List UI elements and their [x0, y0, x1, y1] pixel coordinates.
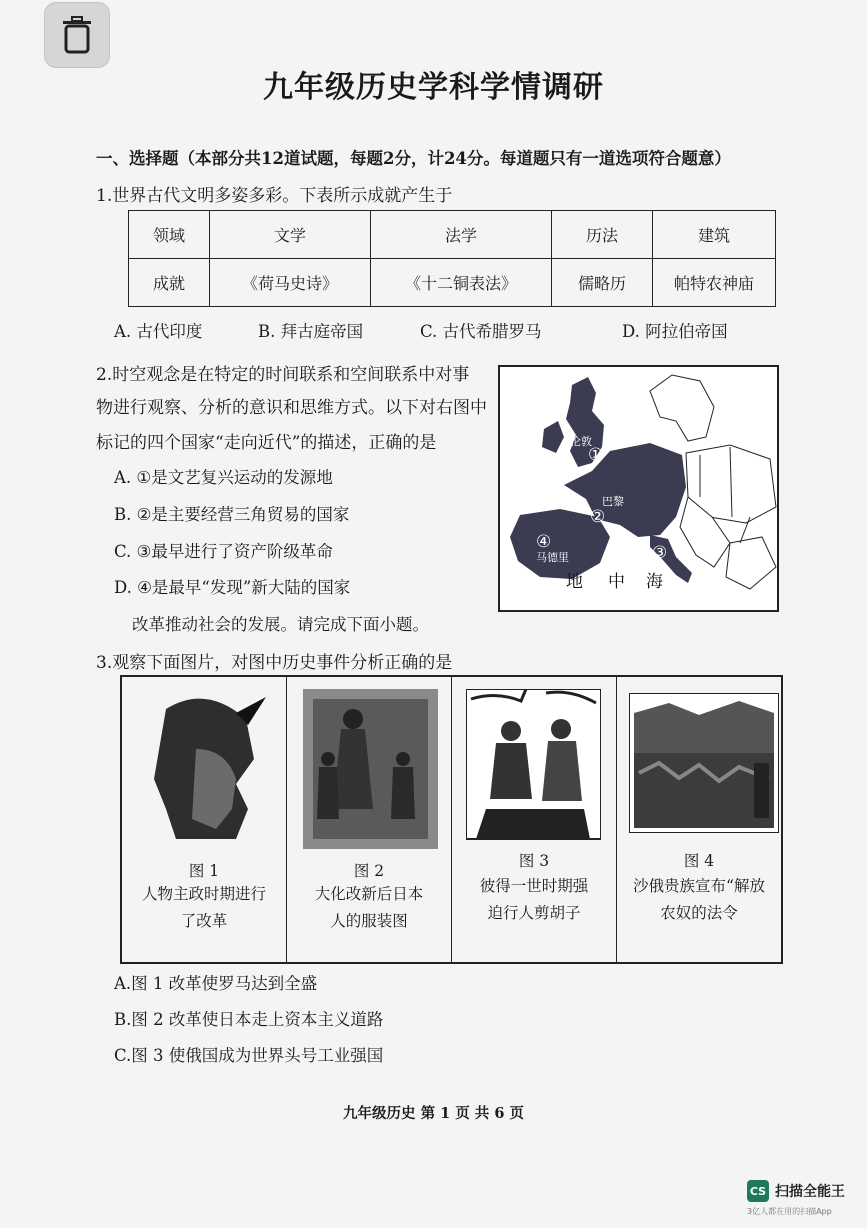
- table-cell: 历法: [552, 211, 653, 259]
- q2-option-c[interactable]: C. ③最早进行了资产阶级革命: [114, 542, 333, 561]
- picture-cell-3: [452, 677, 617, 962]
- picture-caption-line-1: 沙俄贵族宣布“解放: [633, 877, 765, 895]
- table-cell: 成就: [129, 259, 210, 307]
- picture-caption-line-2: 人的服装图: [330, 912, 408, 930]
- question-2-line-1: 2.时空观念是在特定的时间联系和空间联系中对事: [96, 365, 470, 385]
- map-mark-3: ③: [652, 543, 668, 563]
- map-mark-2: ②: [590, 507, 606, 527]
- question-1-stem: 1.世界古代文明多姿多彩。下表所示成就产生于: [96, 186, 453, 206]
- table-row: [129, 259, 776, 307]
- table-cell: 文学: [210, 211, 371, 259]
- q1-option-b[interactable]: B. 拜古庭帝国: [258, 322, 364, 341]
- question-3-stem: 3.观察下面图片，对图中历史事件分析正确的是: [96, 653, 453, 673]
- q3-option-c[interactable]: C.图 3 使俄国成为世界头号工业强国: [114, 1046, 384, 1065]
- page-footer: 九年级历史 第 1 页 共 6 页: [343, 1105, 524, 1122]
- picture-caption-line-2: 迫行人剪胡子: [487, 904, 581, 922]
- europe-map: [498, 365, 779, 612]
- map-sea-label: 地: [566, 572, 583, 592]
- q1-option-d[interactable]: D. 阿拉伯帝国: [622, 322, 728, 341]
- question-2-line-2: 物进行观察、分析的意识和思维方式。以下对右图中: [96, 398, 487, 418]
- table-cell: 建筑: [653, 211, 776, 259]
- brand-tagline: 3亿人都在用的扫描App: [747, 1207, 832, 1216]
- picture-caption-line-2: 农奴的法令: [660, 904, 738, 922]
- map-graphic: [500, 367, 777, 610]
- table-cell: 儒略历: [552, 259, 653, 307]
- table-cell: 领域: [129, 211, 210, 259]
- picture-cell-2: [287, 677, 452, 962]
- cs-logo-icon: CS: [747, 1180, 769, 1202]
- q1-option-a[interactable]: A. 古代印度: [114, 322, 203, 341]
- q3-option-a[interactable]: A.图 1 改革使罗马达到全盛: [114, 974, 318, 993]
- picture-label: 图 1: [188, 862, 220, 880]
- picture-cell-1: [122, 677, 287, 962]
- picture-label: 图 2: [353, 862, 385, 880]
- map-mark-4: ④: [536, 532, 552, 552]
- page-title: 九年级历史学科学情调研: [263, 70, 604, 105]
- map-mark-1: ①: [588, 445, 604, 465]
- table-cell: 帕特农神庙: [653, 259, 776, 307]
- section-heading: 一、选择题（本部分共12道试题，每题2分，计24分。每道题只有一道选项符合题意）: [96, 149, 731, 168]
- map-city-london: 伦敦: [570, 435, 592, 448]
- q1-option-c[interactable]: C. 古代希腊罗马: [420, 322, 542, 341]
- japanese-costume-image: [303, 689, 438, 849]
- table-row: [129, 211, 776, 259]
- map-city-madrid: 马德里: [536, 551, 569, 564]
- picture-cell-4: [617, 677, 781, 962]
- map-sea-label: 海: [646, 572, 663, 592]
- picture-label: 图 4: [683, 852, 715, 870]
- picture-caption-line-1: 人物主政时期进行: [141, 885, 266, 903]
- serf-emancipation-image: [629, 693, 779, 833]
- achievements-table: [128, 210, 776, 307]
- delete-button[interactable]: [44, 2, 110, 68]
- table-cell: 法学: [371, 211, 552, 259]
- q2-option-b[interactable]: B. ②是主要经营三角贸易的国家: [114, 505, 350, 524]
- map-city-paris: 巴黎: [602, 495, 624, 508]
- picture-caption-line-1: 大化改新后日本: [314, 885, 424, 903]
- map-sea-label: 中: [608, 572, 625, 592]
- beard-cutting-image: [466, 689, 601, 849]
- table-cell: 《十二铜表法》: [371, 259, 552, 307]
- picture-caption-line-1: 彼得一世时期强: [479, 877, 589, 895]
- picture-label: 图 3: [518, 852, 550, 870]
- trash-icon: [60, 16, 94, 54]
- app-watermark: [747, 1180, 845, 1217]
- portrait-helmet-image: [136, 689, 271, 849]
- picture-caption-line-2: 了改革: [180, 912, 228, 930]
- question-2-line-3: 标记的四个国家“走向近代”的描述，正确的是: [96, 433, 437, 453]
- q2-option-d[interactable]: D. ④是最早“发现”新大陆的国家: [114, 578, 351, 597]
- brand-name: 扫描全能王: [775, 1184, 845, 1200]
- q3-option-b[interactable]: B.图 2 改革使日本走上资本主义道路: [114, 1010, 384, 1029]
- pictures-panel: [120, 675, 783, 964]
- q2-option-a[interactable]: A. ①是文艺复兴运动的发源地: [114, 468, 333, 487]
- table-cell: 《荷马史诗》: [210, 259, 371, 307]
- stray-text: 改革推动社会的发展。请完成下面小题。: [132, 615, 429, 634]
